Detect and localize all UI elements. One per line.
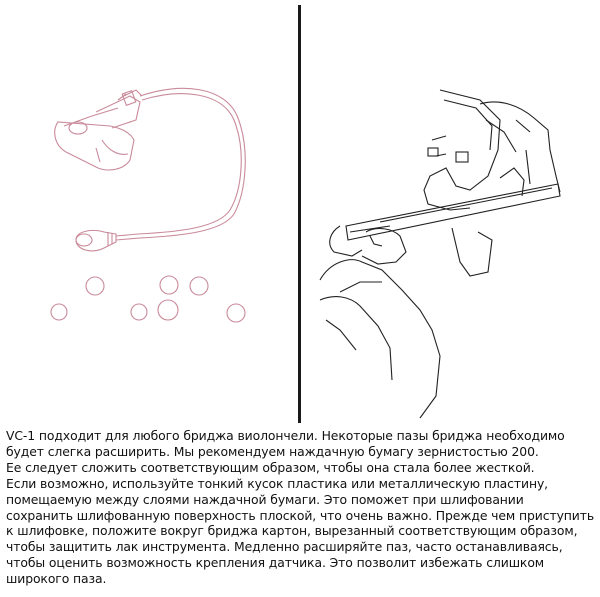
- paragraph-line: чтобы оценить возможность крепления датчика. Это позволит избежать слишком: [6, 555, 545, 571]
- paragraph-line: чтобы защитить лак инструмента. Медленно расширяйте паз, часто останавливаясь,: [6, 539, 563, 555]
- bridge-sanding-illustration: [300, 0, 600, 420]
- paragraph-line: Ее следует сложить соответствующим образом, чтобы она стала более жесткой.: [6, 459, 535, 475]
- paragraph-line: сохранить шлифованную поверхность плоской, что очень важно. Прежде чем приступить: [6, 507, 595, 523]
- instruction-paragraph: [6, 428, 598, 587]
- paragraph-line: широкого паза.: [6, 571, 107, 587]
- paragraph-line: VC-1 подходит для любого бриджа виолончели. Некоторые пазы бриджа необходимо: [6, 428, 565, 443]
- paragraph-line: Если возможно, используйте тонкий кусок пластика или металлическую пластину,: [6, 475, 549, 491]
- paragraph-line: к шлифовке, положите вокруг бриджа картон, вырезанный соответствующим образом,: [6, 523, 578, 539]
- paragraph-line: помещаемую между слоями наждачной бумаги. Это поможет при шлифовании: [6, 491, 524, 507]
- pickup-microphone-illustration: [0, 0, 300, 420]
- paragraph-line: будет слегка расширить. Мы рекомендуем наждачную бумагу зернистостью 200.: [6, 443, 539, 459]
